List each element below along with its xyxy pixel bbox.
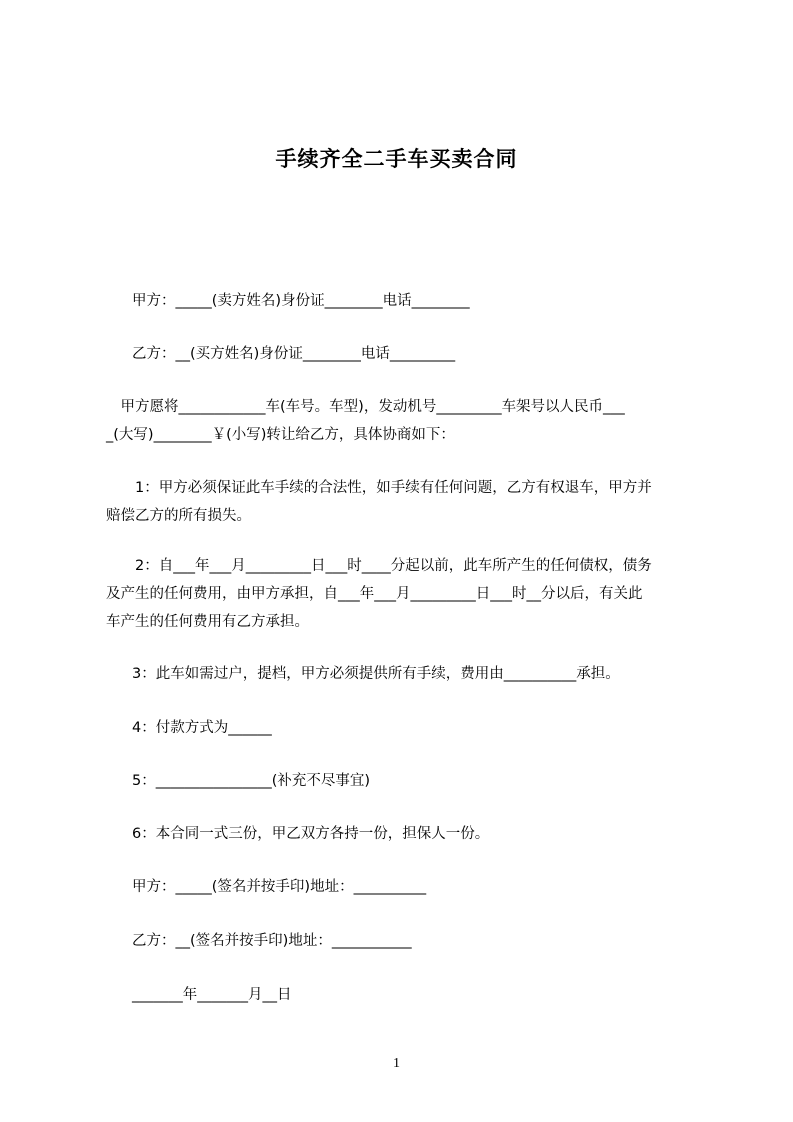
page-number: 1 xyxy=(393,1056,400,1071)
clause-6: 6：本合同一式三份，甲乙双方各持一份，担保人一份。 xyxy=(132,826,490,842)
intro-paragraph: 甲方愿将____________车(车号。车型)，发动机号_________车架号以人民币___ _(大写)________￥(小写)转让给乙方，具体协商如下： xyxy=(106,399,625,443)
signature-party-a: 甲方：_____(签名并按手印)地址：__________ xyxy=(132,879,427,895)
clause-5: 5：________________(补充不尽事宜) xyxy=(132,773,371,789)
party-b-line: 乙方：__(买方姓名)身份证________电话_________ xyxy=(132,346,456,362)
clause-1: 1：甲方必须保证此车手续的合法性，如手续有任何问题，乙方有权退车，甲方并 赔偿乙方的所有损失。 xyxy=(106,480,652,524)
signature-party-b: 乙方：__(签名并按手印)地址：___________ xyxy=(132,933,412,949)
contract-date: _______年_______月__日 xyxy=(132,987,292,1003)
contract-title: 手续齐全二手车买卖合同 xyxy=(275,147,518,171)
clause-4: 4：付款方式为______ xyxy=(132,720,272,736)
party-a-line: 甲方：_____(卖方姓名)身份证________电话________ xyxy=(132,293,470,309)
clause-2: 2：自___年___月_________日___时____分起以前，此车所产生的任何债权，债务 及产生的任何费用，由甲方承担，自___年___月_________日___时__分以后，有关此 车产生的任何费用有乙方承担。 xyxy=(106,558,652,630)
clause-3: 3：此车如需过户，提档，甲方必须提供所有手续，费用由__________承担。 xyxy=(132,666,620,682)
